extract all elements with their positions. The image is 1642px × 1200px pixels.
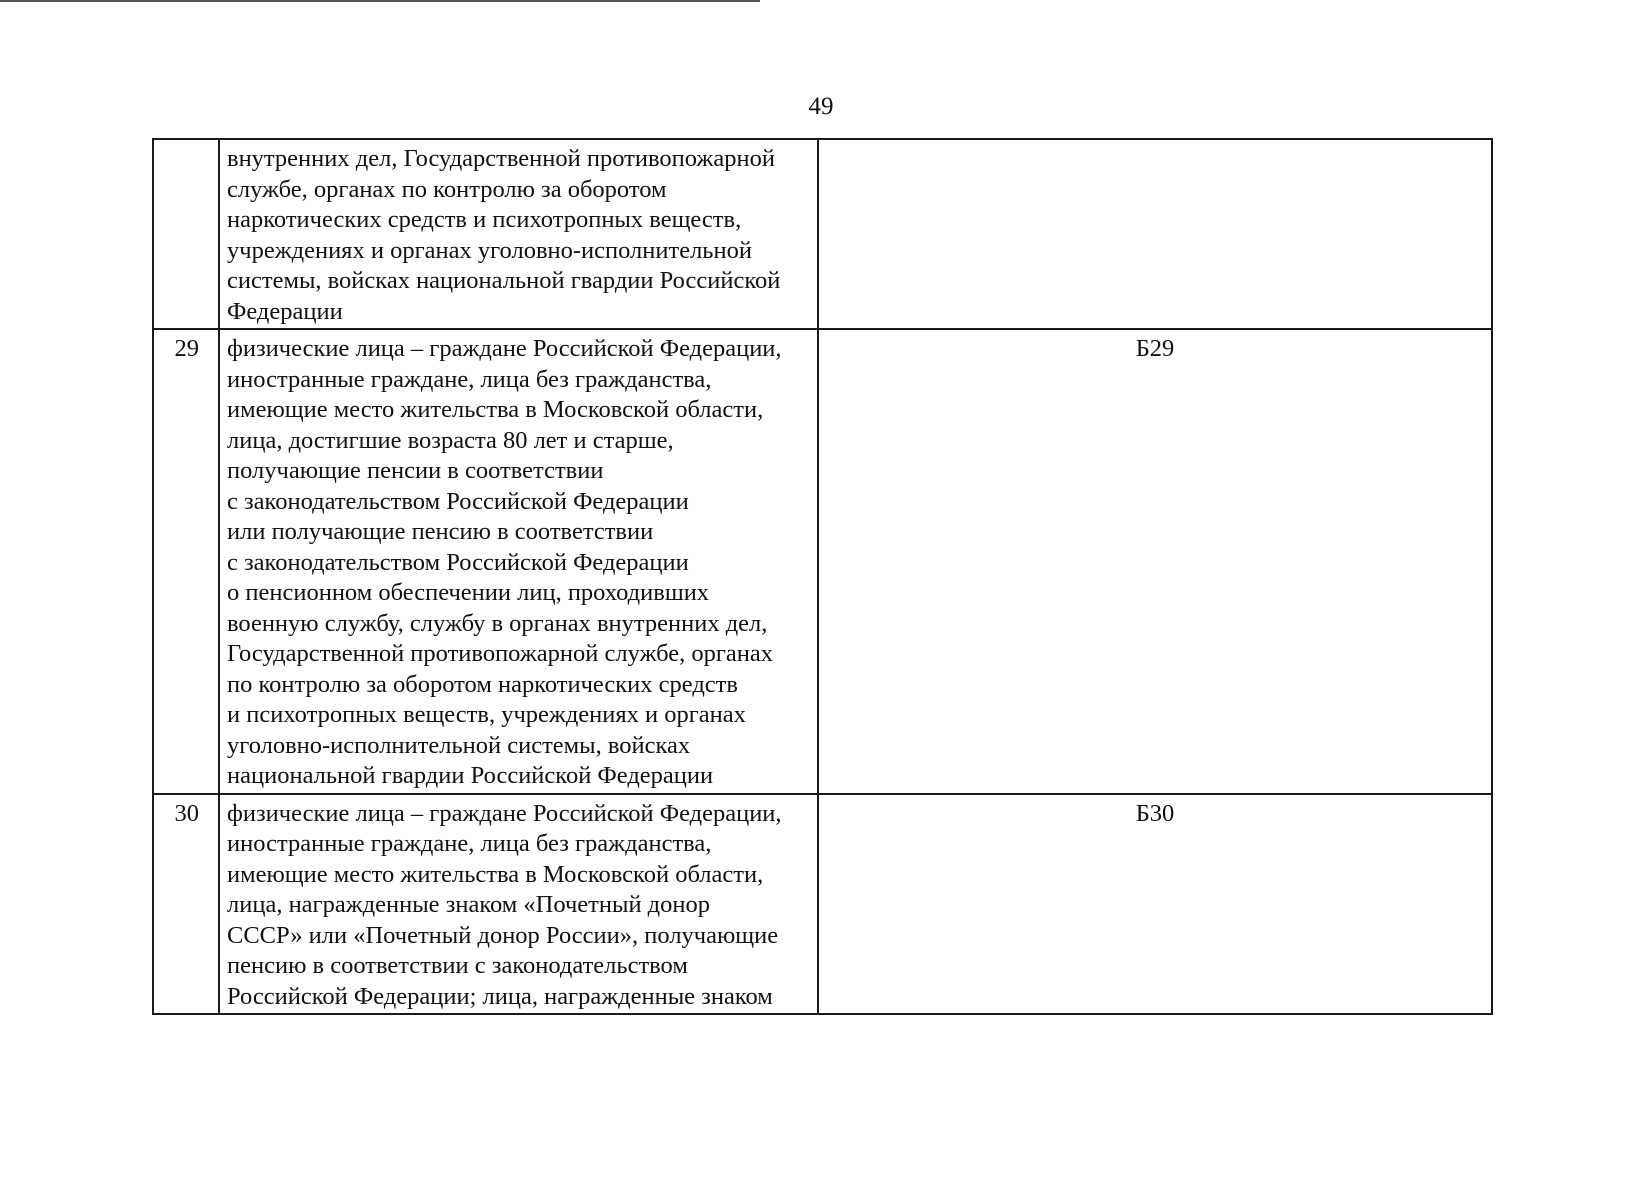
description-line: Российской Федерации; лица, награжденные знаком <box>227 982 773 1010</box>
scan-edge-line <box>0 0 760 2</box>
row-code-cell <box>818 139 1492 329</box>
description-line: внутренних дел, Государственной противопожарной <box>227 145 775 172</box>
description-line: лица, награжденные знаком «Почетный донор <box>227 891 711 918</box>
row-description-cell <box>219 794 818 1015</box>
description-line: СССР» или «Почетный донор России», получающие <box>227 921 779 949</box>
description-line: с законодательством Российской Федерации <box>227 487 689 515</box>
table-row <box>153 139 1492 329</box>
description-line: службе, органах по контролю за оборотом <box>227 175 667 203</box>
row-code-cell: Б29 <box>818 329 1492 794</box>
row-number-cell: 30 <box>153 794 219 1015</box>
row-description-cell <box>219 329 818 794</box>
row-code-cell: Б30 <box>818 794 1492 1015</box>
row-description-cell <box>219 139 818 329</box>
benefits-table <box>152 138 1493 1015</box>
page-number: 49 <box>808 93 834 120</box>
description-line: имеющие место жительства в Московской области, <box>227 860 764 888</box>
table-row <box>153 794 1492 1015</box>
description-line: уголовно-исполнительной системы, войсках <box>227 731 691 759</box>
description-line: с законодательством Российской Федерации <box>227 548 689 576</box>
description-line: пенсию в соответствии с законодательством <box>227 952 688 979</box>
description-line: по контролю за оборотом наркотических средств <box>227 670 738 698</box>
description-line: и психотропных веществ, учреждениях и органах <box>227 701 746 728</box>
description-line: физические лица – граждане Российской Федерации, <box>227 335 782 362</box>
description-line: иностранные граждане, лица без гражданства, <box>227 830 712 857</box>
description-line: лица, достигшие возраста 80 лет и старше, <box>227 426 674 454</box>
description-line: или получающие пенсию в соответствии <box>227 518 654 545</box>
description-line: национальной гвардии Российской Федерации <box>227 762 714 789</box>
description-line: системы, войсках национальной гвардии Российской <box>227 267 781 294</box>
description-line: получающие пенсии в соответствии <box>227 457 604 484</box>
description-line: имеющие место жительства в Московской области, <box>227 396 764 423</box>
row-number-cell: 29 <box>153 329 219 794</box>
row-number-cell <box>153 139 219 329</box>
table-row <box>153 329 1492 794</box>
description-line: физические лица – граждане Российской Федерации, <box>227 799 782 827</box>
description-line: иностранные граждане, лица без гражданства, <box>227 365 712 393</box>
description-line: военную службу, службу в органах внутренних дел, <box>227 609 768 637</box>
description-line: Федерации <box>227 297 343 325</box>
description-line: наркотических средств и психотропных веществ, <box>227 206 742 233</box>
description-line: учреждениях и органах уголовно-исполнительной <box>227 236 752 264</box>
description-line: о пенсионном обеспечении лиц, проходивших <box>227 579 710 606</box>
description-line: Государственной противопожарной службе, органах <box>227 640 774 667</box>
